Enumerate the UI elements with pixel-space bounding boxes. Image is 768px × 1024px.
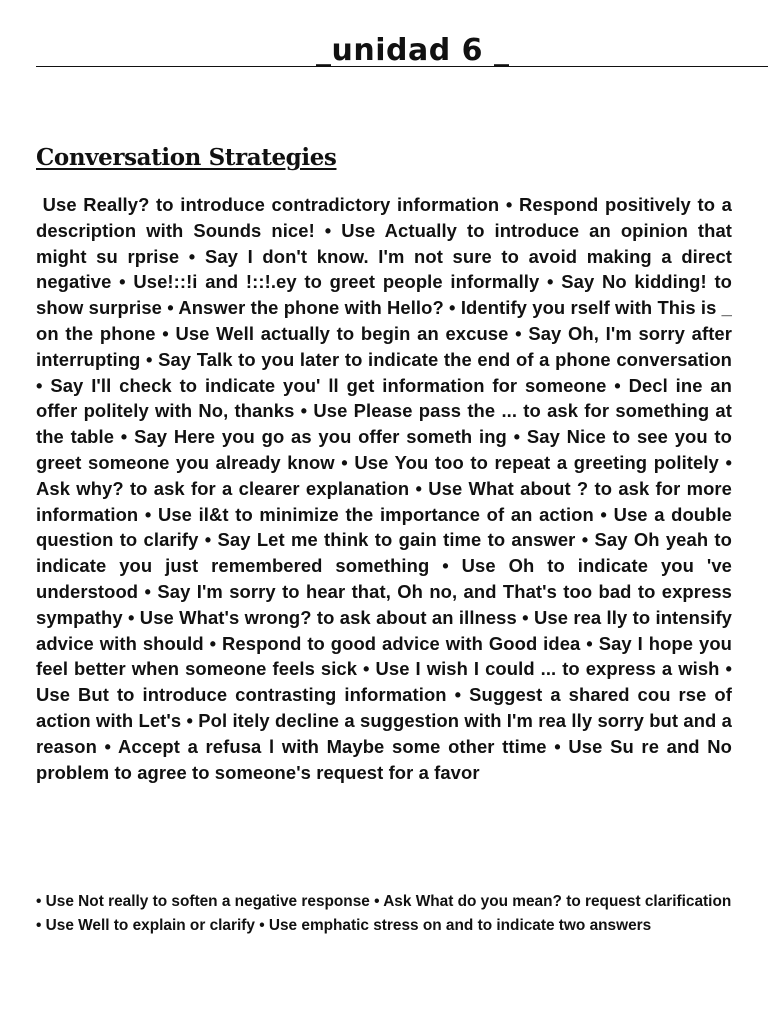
additional-strategies-paragraph: • Use Not really to soften a negative response • Ask What do you mean? to request clarification • Use Well to explain or clarify • Use emphatic stress on and to indicate two answers <box>36 893 732 934</box>
title-row <box>36 30 768 70</box>
section-heading: Conversation Strategies <box>36 144 337 171</box>
strategies-paragraph: Use Really? to introduce contradictory information • Respond positively to a description with Sounds nice! • Use Actually to introduce an opinion that might su rprise • Say I don't know. I'm not sure to avoid making a direct negative • Use!::!i and !::!.ey to greet people informally • Say No kidding! to show surprise • Answer the phone with Hello? • Identify you rself with This is _ on the phone • Use Well actually to begin an excuse • Say Oh, I'm sorry after interrupting • Say Talk to you later to indicate the end of a phone conversation • Say I'll check to indicate you' ll get information for someone • Decl ine an offer politely with No, thanks • Use Please pass the ... to ask for something at the table • Say Here you go as you offer someth ing • Say Nice to see you to greet someone you already know • Use You too to repeat a greeting politely • Ask why? to ask for a clearer explanation • Use What about ? to ask for more information • Use il&t to minimize the importance of an action • Use a double question to clarify • Say Let me think to gain time to answer • Say Oh yeah to indicate you just remembered something • Use Oh to indicate you 've understood • Say I'm sorry to hear that, Oh no, and That's too bad to express sympathy • Use What's wrong? to ask about an illness • Use rea lly to intensify advice with should • Respond to good advice with Good idea • Say I hope you feel better when someone feels sick • Use I wish I could ... to express a wish • Use But to introduce contrasting information • Suggest a shared cou rse of action with Let's • Pol itely decline a suggestion with I'm rea lly sorry but and a reason • Accept a refusa l with Maybe some other ttime • Use Su re and No problem to agree to someone's request for a favor <box>36 194 738 783</box>
page-title: _unidad 6 _ <box>316 33 510 68</box>
